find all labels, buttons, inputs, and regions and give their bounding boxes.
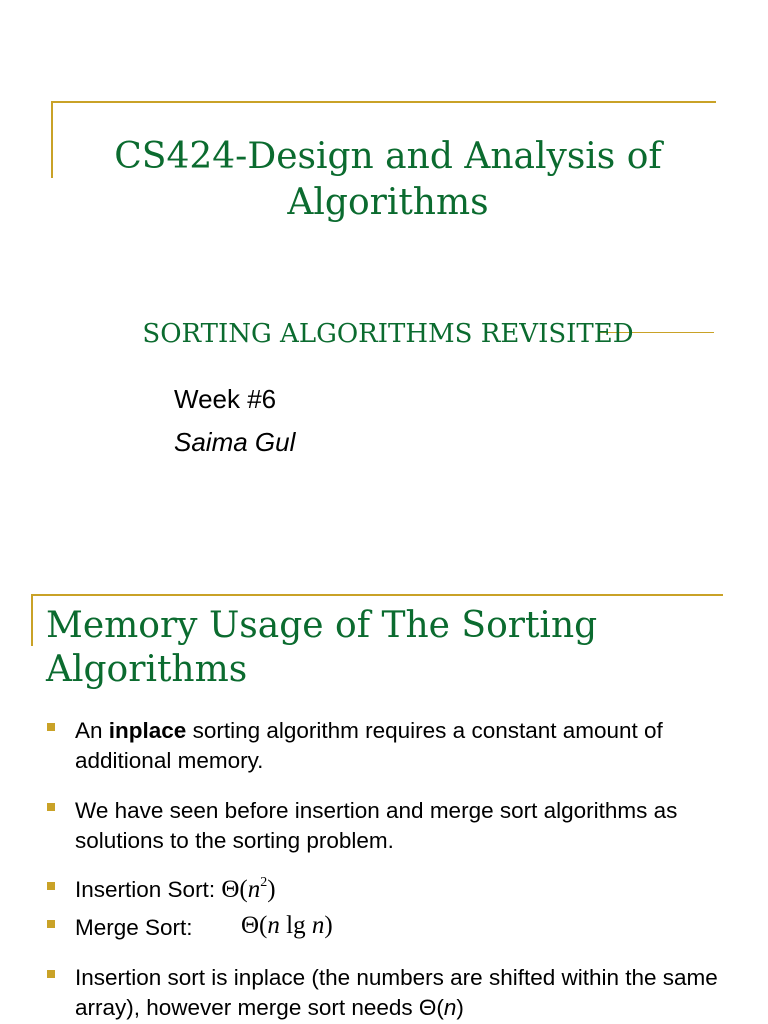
slide1-left-rule	[51, 101, 53, 178]
bullet-insertion-sort	[75, 875, 743, 905]
merge-sort-label: Merge Sort:	[75, 915, 193, 940]
bullet5-text: Insertion sort is inplace (the numbers are shifted within the same array), however merge sort needs Θ(	[75, 965, 718, 1020]
bullet-marker-4	[47, 920, 55, 928]
bullet-marker-1	[47, 723, 55, 731]
bullet-merge-sort	[75, 913, 743, 943]
bullet-inplace-definition	[75, 716, 743, 776]
bullet-marker-3	[47, 882, 55, 890]
bullet5-n: n	[443, 995, 457, 1020]
merge-sort-complexity: Θ(n lg n)	[241, 912, 333, 939]
slide2-top-rule	[31, 594, 723, 596]
week-label: Week #6	[174, 384, 277, 414]
bullet1-bold-term: inplace	[108, 718, 187, 743]
bullet1-suffix: sorting algorithm requires a constant amount of additional memory.	[75, 718, 663, 773]
slide1-title: CS424-Design and Analysis of Algorithms	[114, 136, 662, 223]
bullet1-prefix: An	[75, 718, 109, 743]
slide2-title: Memory Usage of The Sorting Algorithms	[46, 605, 598, 690]
insertion-sort-label: Insertion Sort:	[75, 877, 222, 902]
bullet-marker-2	[47, 803, 55, 811]
bullet5-close: )	[456, 995, 464, 1020]
slide1-top-rule	[51, 101, 716, 103]
slide2-left-rule	[31, 594, 33, 646]
insertion-sort-complexity: $\Theta(n^2)$	[221, 875, 276, 903]
author-name: Saima Gul	[174, 427, 296, 457]
bullet-seen-before: We have seen before insertion and merge sort algorithms as solutions to the sorting problem.	[75, 798, 678, 853]
bullet-inplace-comparison	[75, 963, 743, 1023]
slide1-subtitle: SORTING ALGORITHMS REVISITED	[142, 319, 634, 349]
bullet-marker-5	[47, 970, 55, 978]
